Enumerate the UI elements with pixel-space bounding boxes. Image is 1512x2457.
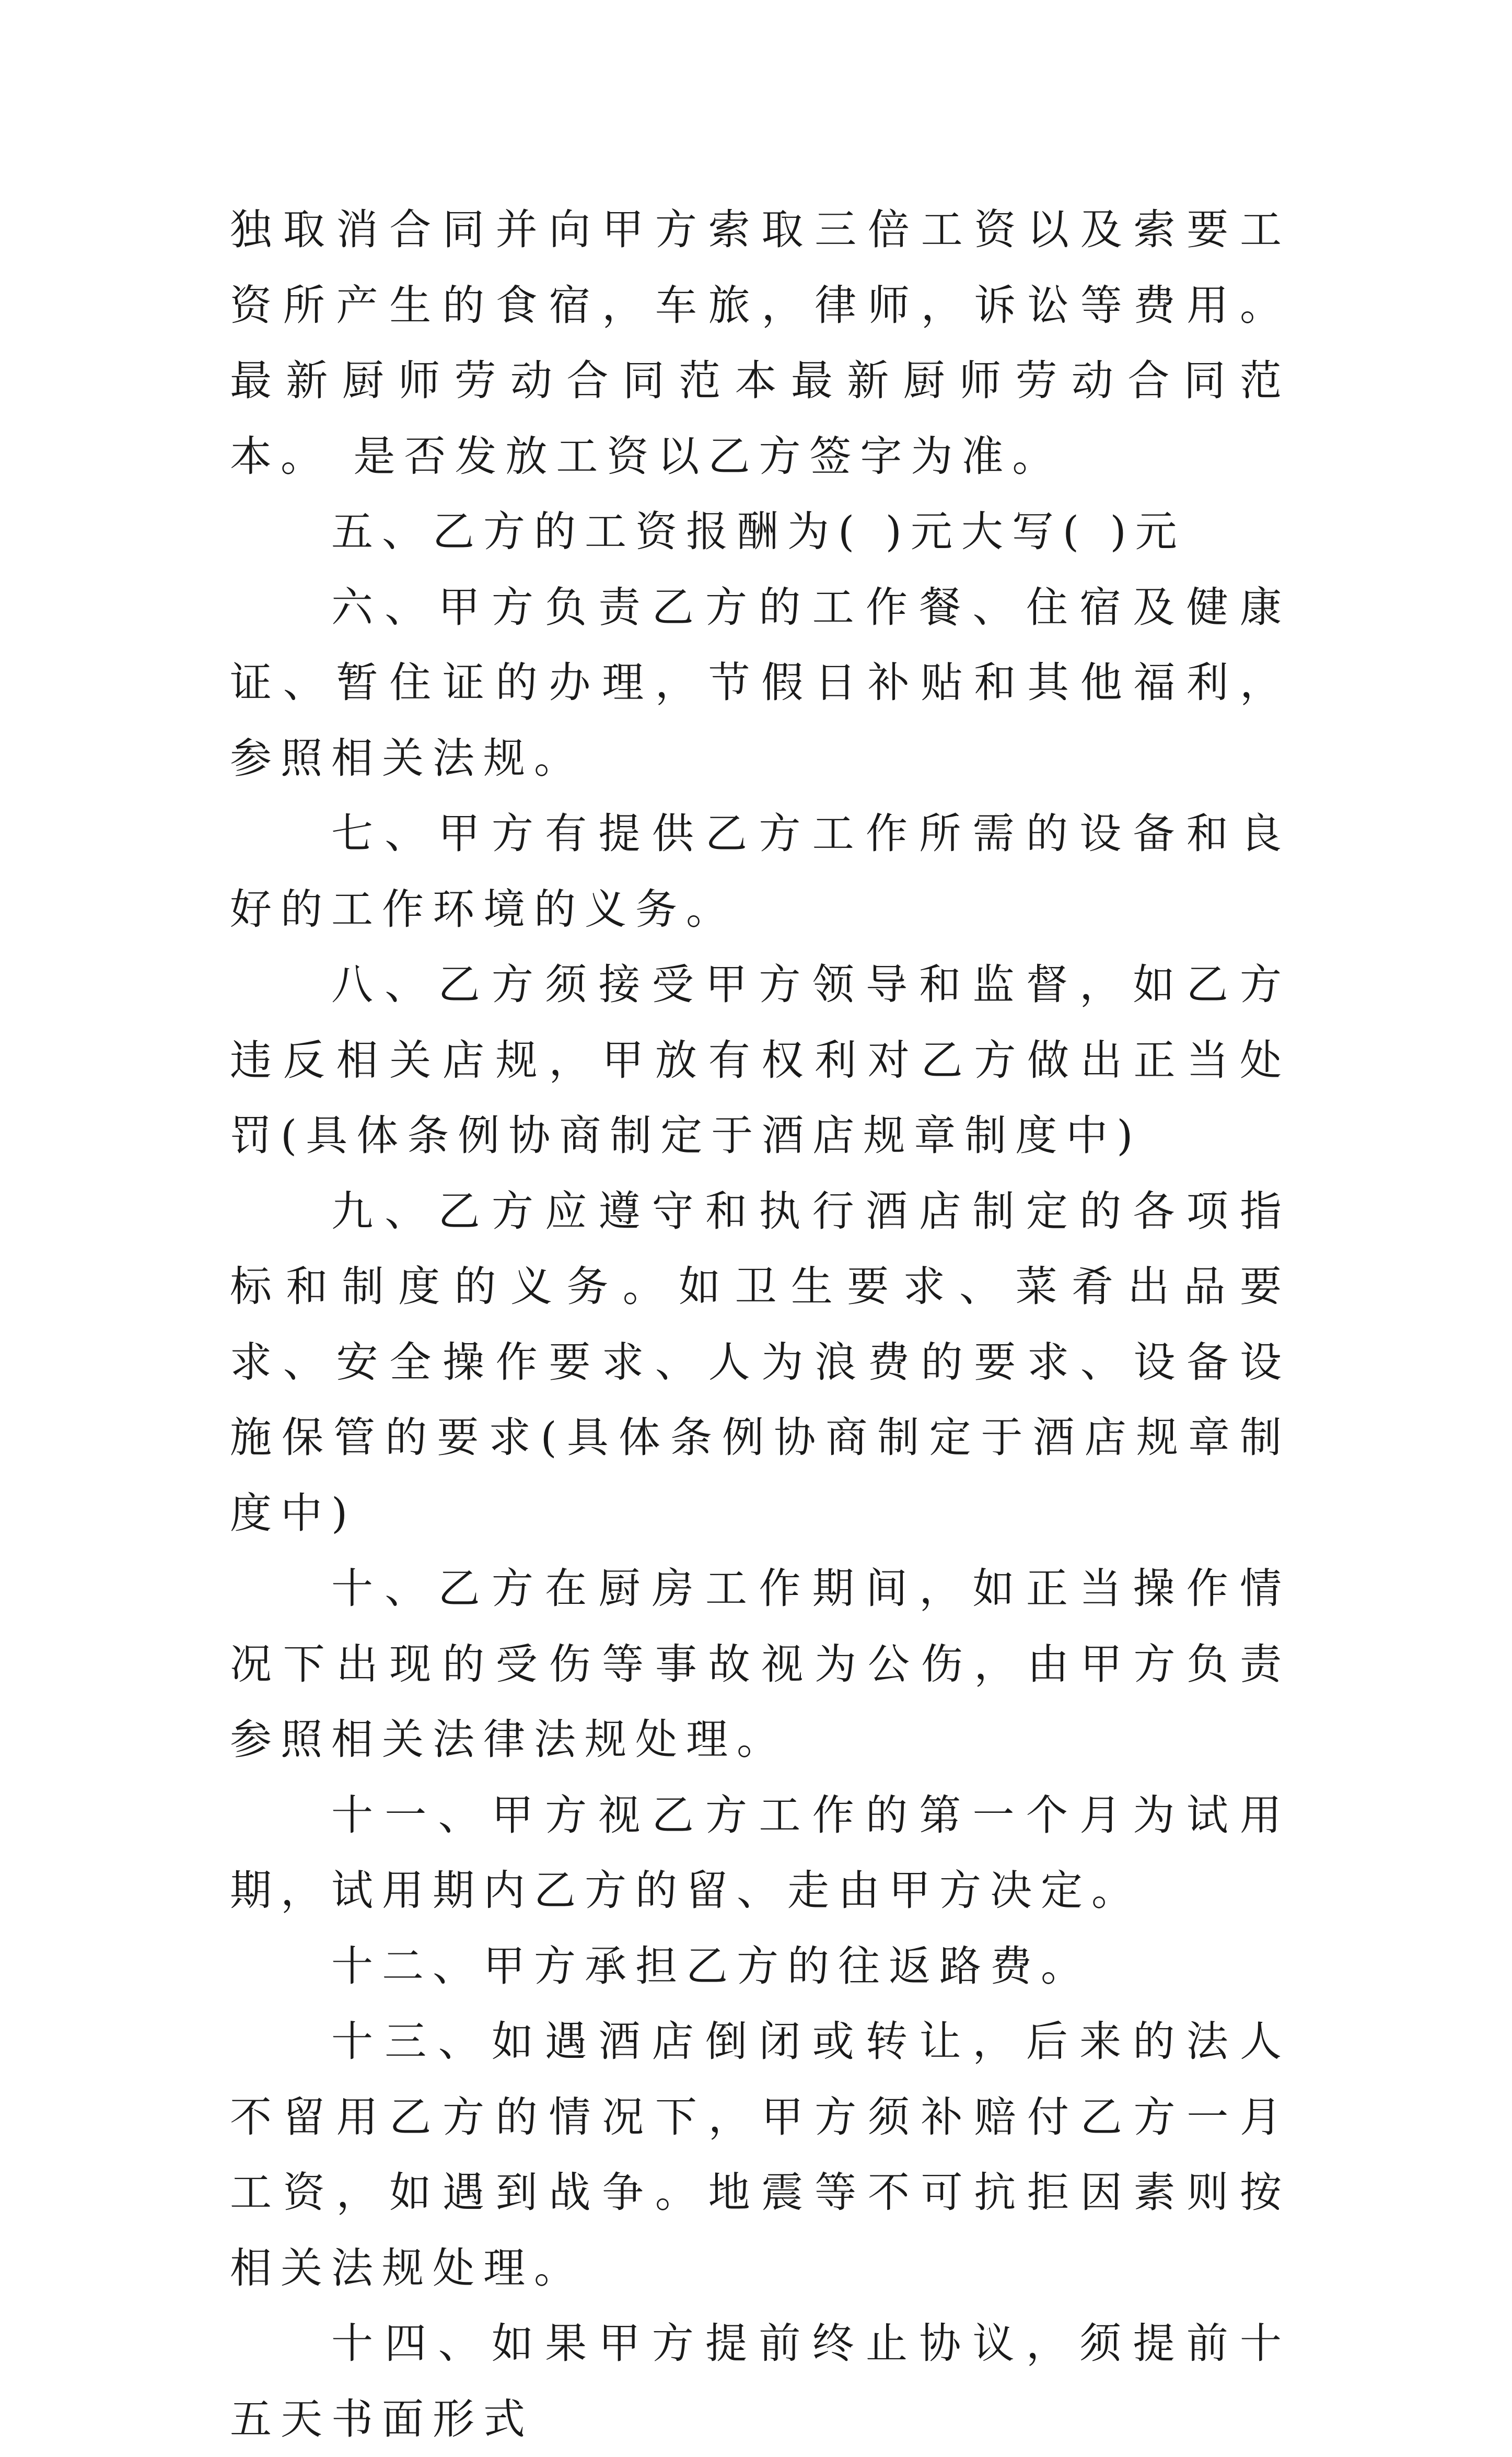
clause-8-supervision: 八、乙方须接受甲方领导和监督，如乙方违反相关店规，甲放有权利对乙方做出正当处罚(具体条例协商制定于酒店规章制度中) <box>230 960 1290 1160</box>
clause-6-meals-housing: 六、甲方负责乙方的工作餐、住宿及健康证、暂住证的办理，节假日补贴和其他福利，参照相关法规。 <box>230 583 1290 783</box>
clause-14-termination: 十四、如果甲方提前终止协议，须提前十五天书面形式 <box>230 2319 1290 2443</box>
document-body <box>230 192 1290 2457</box>
clause-13-closure: 十三、如遇酒店倒闭或转让，后来的法人不留用乙方的情况下，甲方须补赔付乙方一月工资，如遇到战争。地震等不可抗拒因素则按相关法规处理。 <box>230 2017 1290 2292</box>
clause-5-salary: 五、乙方的工资报酬为( )元大写( )元 <box>331 507 1186 556</box>
clause-11-probation: 十一、甲方视乙方工作的第一个月为试用期，试用期内乙方的留、走由甲方决定。 <box>230 1790 1290 1915</box>
paragraph-1: 独取消合同并向甲方索取三倍工资以及索要工资所产生的食宿，车旅，律师，诉讼等费用。最新厨师劳动合同范本最新厨师劳动合同范本。 是否发放工资以乙方签字为准。 <box>230 205 1290 481</box>
clause-12-travel: 十二、甲方承担乙方的往返路费。 <box>331 1941 1091 1990</box>
clause-7-equipment: 七、甲方有提供乙方工作所需的设备和良好的工作环境的义务。 <box>230 809 1290 934</box>
clause-10-injury: 十、乙方在厨房工作期间，如正当操作情况下出现的受伤等事故视为公伤，由甲方负责参照相关法律法规处理。 <box>230 1564 1290 1764</box>
clause-9-rules: 九、乙方应遵守和执行酒店制定的各项指标和制度的义务。如卫生要求、菜肴出品要求、安全操作要求、人为浪费的要求、设备设施保管的要求(具体条例协商制定于酒店规章制度中) <box>230 1186 1290 1538</box>
